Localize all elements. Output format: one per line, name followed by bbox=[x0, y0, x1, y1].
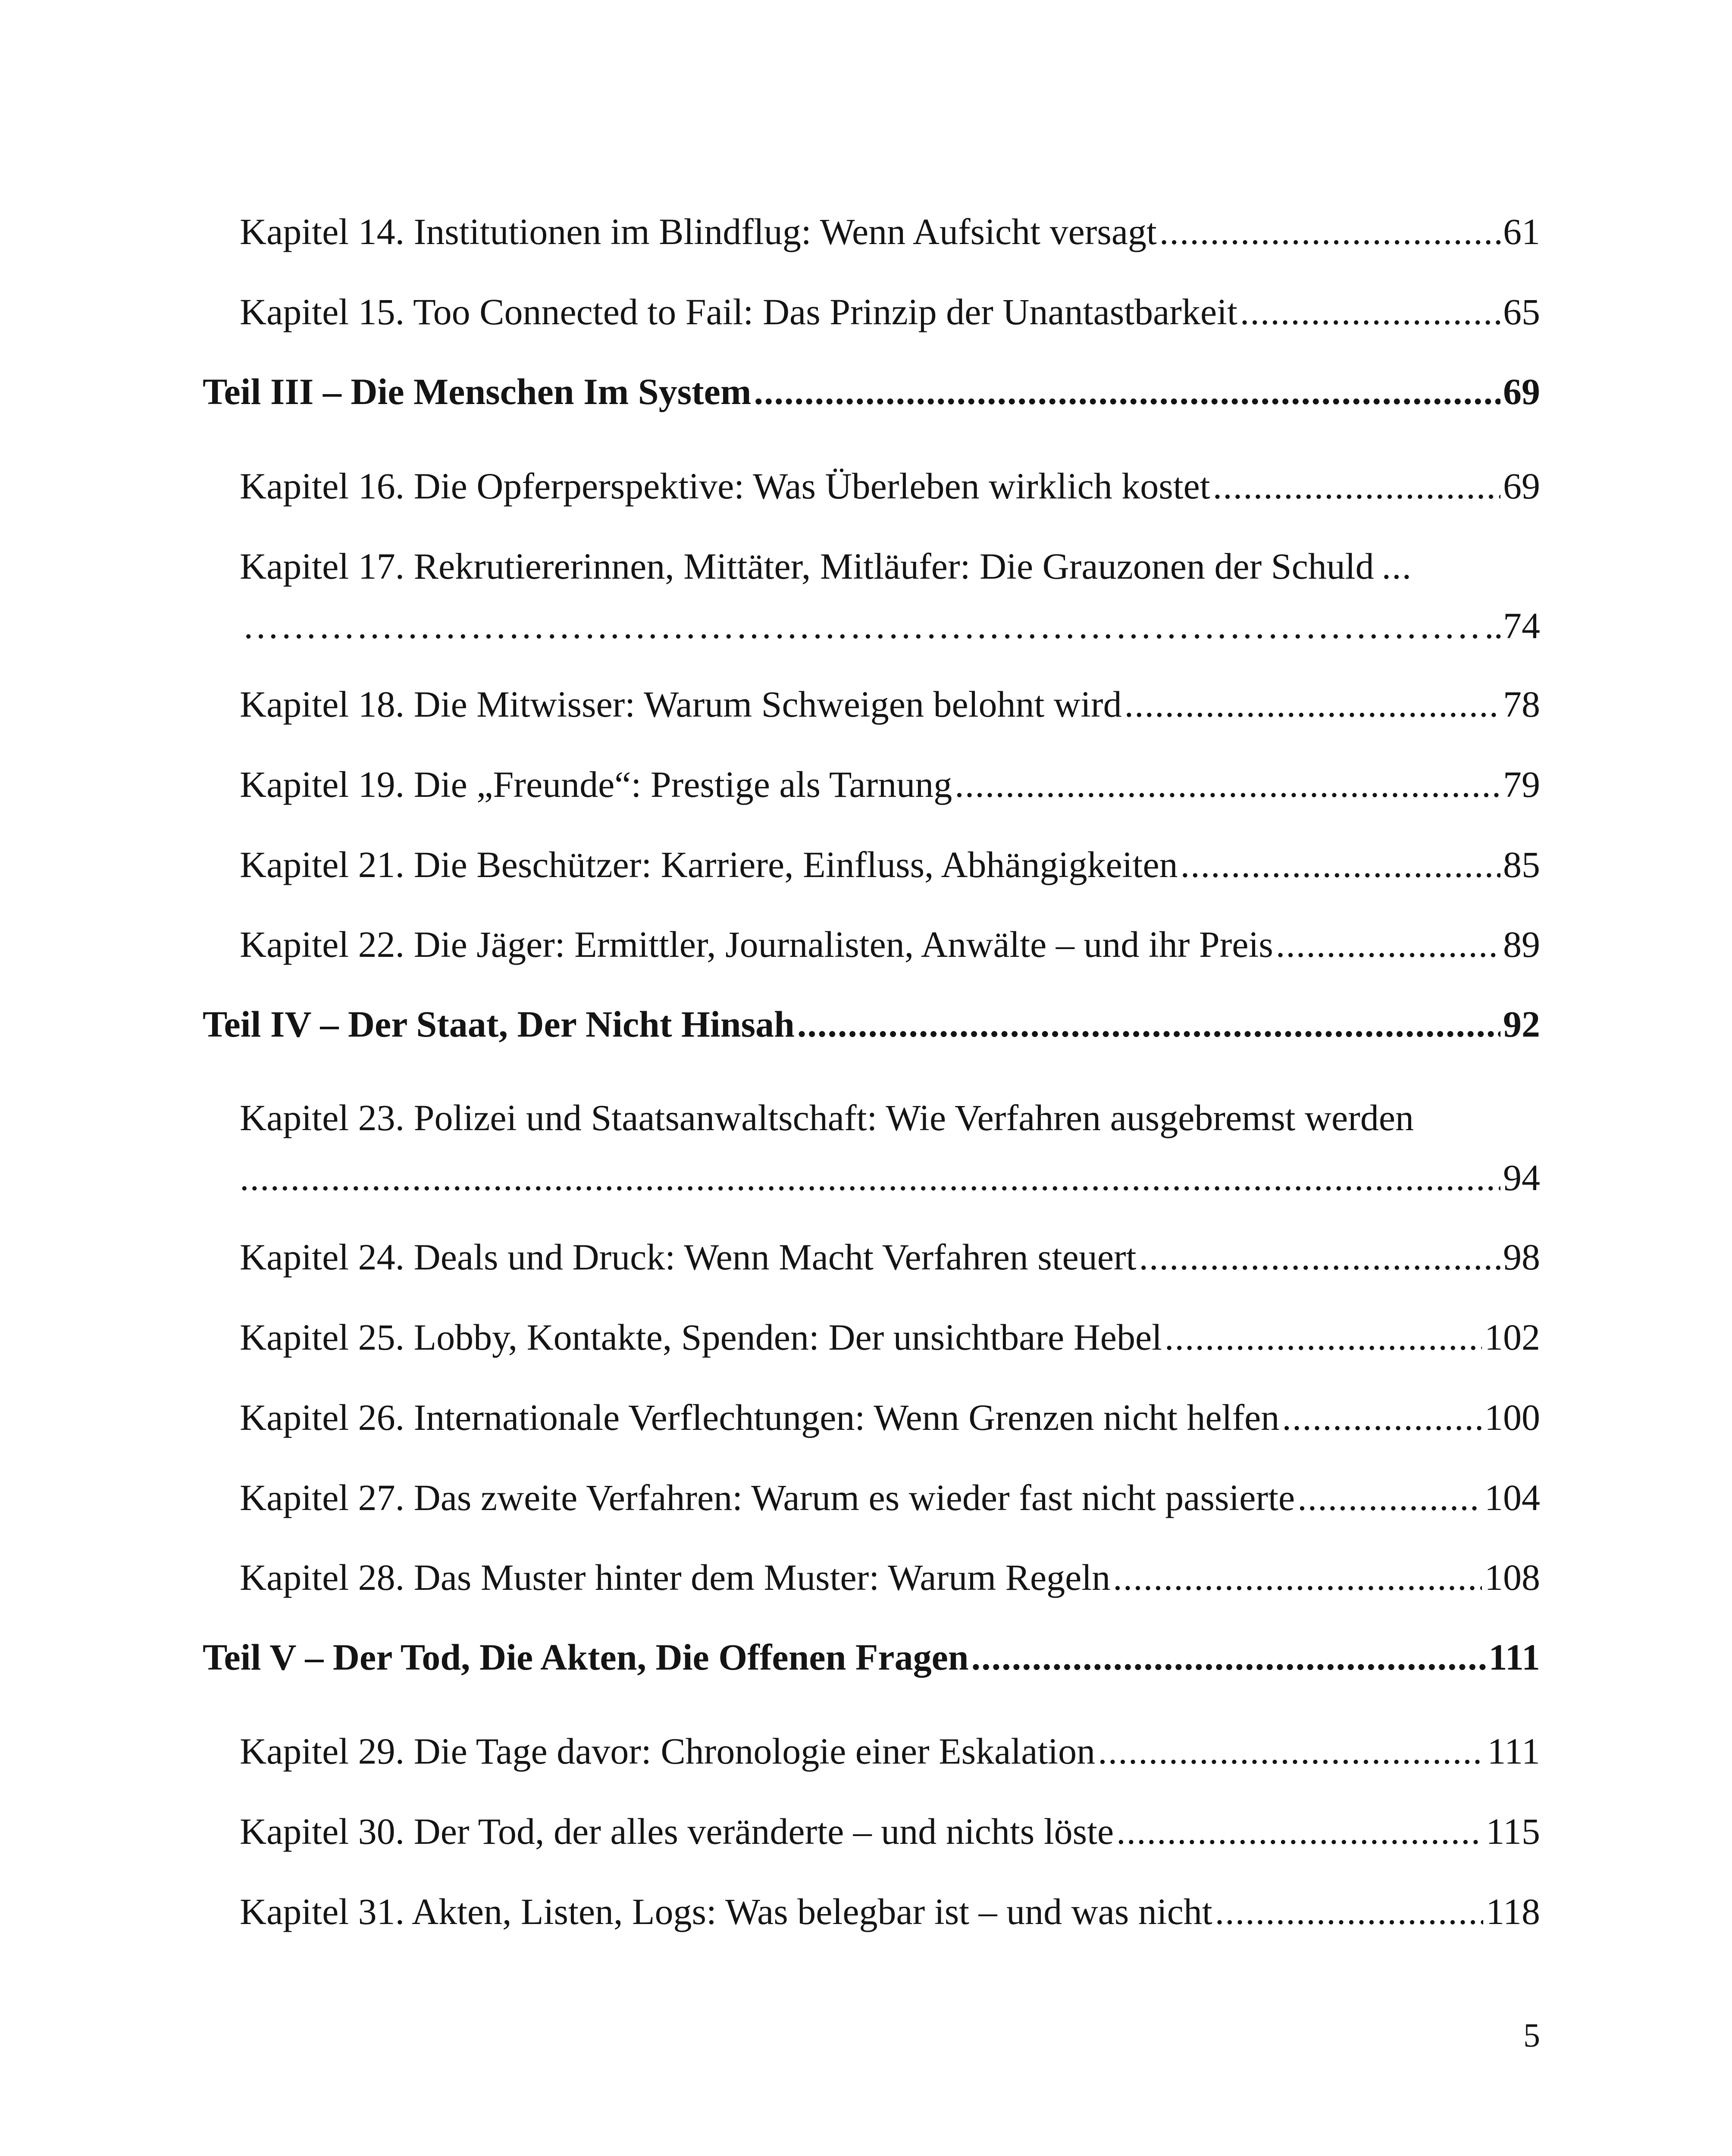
toc-entry-chapter-15[interactable] bbox=[240, 288, 1540, 335]
dot-leader bbox=[1240, 288, 1500, 335]
dot-leader bbox=[1159, 208, 1500, 255]
toc-entry-label: Teil V – Der Tod, Die Akten, Die Offenen Fragen bbox=[203, 1636, 969, 1678]
page-number: 5 bbox=[1523, 2016, 1540, 2054]
dot-leader bbox=[1113, 1554, 1482, 1601]
toc-entry-page: 111 bbox=[1488, 1636, 1540, 1678]
dot-leader bbox=[1181, 841, 1500, 888]
toc-entry-page: 115 bbox=[1486, 1811, 1540, 1852]
toc-entry-label: Kapitel 25. Lobby, Kontakte, Spenden: Der unsichtbare Hebel bbox=[240, 1316, 1162, 1358]
toc-entry-page: 92 bbox=[1503, 1003, 1540, 1045]
toc-entry-label: Kapitel 18. Die Mitwisser: Warum Schweigen belohnt wird bbox=[240, 683, 1122, 725]
toc-entry-page: 85 bbox=[1503, 844, 1540, 885]
toc-entry-label: Kapitel 24. Deals und Druck: Wenn Macht Verfahren steuert bbox=[240, 1236, 1137, 1278]
toc-entry-page: 118 bbox=[1486, 1891, 1540, 1932]
toc-entry-label: Kapitel 28. Das Muster hinter dem Muster: Warum Regeln bbox=[240, 1557, 1111, 1598]
dot-leader bbox=[1382, 542, 1413, 590]
toc-entry-label: Kapitel 23. Polizei und Staatsanwaltschaft: Wie Verfahren ausgebremst werden bbox=[240, 1097, 1414, 1138]
dot-leader bbox=[955, 761, 1500, 808]
dot-leader bbox=[242, 602, 1482, 649]
toc-entry-chapter-23[interactable] bbox=[240, 1094, 1540, 1141]
toc-entry-page: 89 bbox=[1503, 924, 1540, 965]
dot-leader bbox=[1116, 1808, 1483, 1855]
toc-entry-page: 69 bbox=[1503, 465, 1540, 507]
toc-entry-page: 69 bbox=[1503, 371, 1540, 412]
toc-entry-chapter-16[interactable] bbox=[240, 462, 1540, 510]
dot-leader bbox=[971, 1633, 1486, 1681]
toc-entry-label: Kapitel 14. Institutionen im Blindflug: Wenn Aufsicht versagt bbox=[240, 211, 1157, 252]
toc-entry-page: 104 bbox=[1485, 1477, 1540, 1518]
toc-entry-page: 78 bbox=[1503, 683, 1540, 725]
dot-leader bbox=[240, 1154, 1500, 1201]
dot-leader bbox=[1297, 1474, 1482, 1521]
toc-entry-label: Kapitel 15. Too Connected to Fail: Das Prinzip der Unantastbarkeit bbox=[240, 291, 1237, 332]
dot-leader bbox=[754, 368, 1501, 415]
toc-entry-label: Kapitel 19. Die „Freunde“: Prestige als Tarnung bbox=[240, 764, 952, 805]
toc-entry-chapter-14[interactable] bbox=[240, 208, 1540, 255]
toc-entry-label: Kapitel 17. Rekrutiererinnen, Mittäter, Mitläufer: Die Grauzonen der Schuld bbox=[240, 545, 1374, 587]
toc-entry-chapter-19[interactable] bbox=[240, 761, 1540, 808]
dot-leader bbox=[1276, 921, 1500, 968]
dot-leader bbox=[797, 1000, 1500, 1048]
toc-entry-label: Kapitel 22. Die Jäger: Ermittler, Journalisten, Anwälte – und ihr Preis bbox=[240, 924, 1273, 965]
toc-entry-chapter-21[interactable] bbox=[240, 841, 1540, 888]
toc-entry-label: Kapitel 16. Die Opferperspektive: Was Überleben wirklich kostet bbox=[240, 465, 1210, 507]
toc-entry-chapter-26[interactable] bbox=[240, 1394, 1540, 1441]
toc-entry-page: 108 bbox=[1485, 1557, 1540, 1598]
dot-leader bbox=[1165, 1313, 1482, 1361]
toc-entry-part-4[interactable] bbox=[203, 1000, 1540, 1048]
toc-entry-page: 65 bbox=[1503, 291, 1540, 332]
toc-entry-label: Kapitel 27. Das zweite Verfahren: Warum es wieder fast nicht passierte bbox=[240, 1477, 1295, 1518]
toc-entry-chapter-25[interactable] bbox=[240, 1313, 1540, 1361]
toc-entry-label: Kapitel 26. Internationale Verflechtungen: Wenn Grenzen nicht helfen bbox=[240, 1397, 1280, 1438]
toc-entry-label: Teil IV – Der Staat, Der Nicht Hinsah bbox=[203, 1003, 795, 1045]
toc-entry-label: Kapitel 29. Die Tage davor: Chronologie einer Eskalation bbox=[240, 1730, 1096, 1772]
toc-entry-page: 98 bbox=[1503, 1236, 1540, 1278]
toc-entry-chapter-17-continuation[interactable] bbox=[240, 602, 1540, 649]
dot-leader bbox=[1139, 1233, 1500, 1281]
toc-entry-page: 102 bbox=[1485, 1316, 1540, 1358]
toc-entry-chapter-24[interactable] bbox=[240, 1233, 1540, 1281]
dot-leader bbox=[1098, 1727, 1485, 1775]
toc-entry-chapter-28[interactable] bbox=[240, 1554, 1540, 1601]
toc-entry-label: Kapitel 31. Akten, Listen, Logs: Was belegbar ist – und was nicht bbox=[240, 1891, 1212, 1932]
dot-leader bbox=[1215, 1888, 1483, 1935]
toc-entry-part-3[interactable] bbox=[203, 368, 1540, 415]
toc-entry-label: Teil III – Die Menschen Im System bbox=[203, 371, 752, 412]
toc-entry-page: 94 bbox=[1503, 1157, 1540, 1198]
toc-entry-page: ..74 bbox=[1485, 605, 1540, 646]
toc-entry-chapter-17[interactable] bbox=[240, 542, 1540, 590]
toc-entry-part-5[interactable] bbox=[203, 1633, 1540, 1681]
toc-entry-page: 111 bbox=[1487, 1730, 1540, 1772]
toc-entry-page: 100 bbox=[1485, 1397, 1540, 1438]
toc-entry-label: Kapitel 21. Die Beschützer: Karriere, Einfluss, Abhängigkeiten bbox=[240, 844, 1178, 885]
toc-entry-page: 61 bbox=[1503, 211, 1540, 252]
toc-entry-chapter-23-continuation[interactable] bbox=[240, 1154, 1540, 1201]
toc-entry-chapter-30[interactable] bbox=[240, 1808, 1540, 1855]
dot-leader bbox=[1282, 1394, 1482, 1441]
toc-entry-label: Kapitel 30. Der Tod, der alles veränderte – und nichts löste bbox=[240, 1811, 1114, 1852]
toc-entry-page: 79 bbox=[1503, 764, 1540, 805]
toc-entry-chapter-27[interactable] bbox=[240, 1474, 1540, 1521]
toc-entry-chapter-29[interactable] bbox=[240, 1727, 1540, 1775]
toc-entry-chapter-31[interactable] bbox=[240, 1888, 1540, 1935]
dot-leader bbox=[1124, 680, 1500, 728]
dot-leader bbox=[1213, 462, 1500, 510]
toc-entry-chapter-22[interactable] bbox=[240, 921, 1540, 968]
toc-entry-chapter-18[interactable] bbox=[240, 680, 1540, 728]
